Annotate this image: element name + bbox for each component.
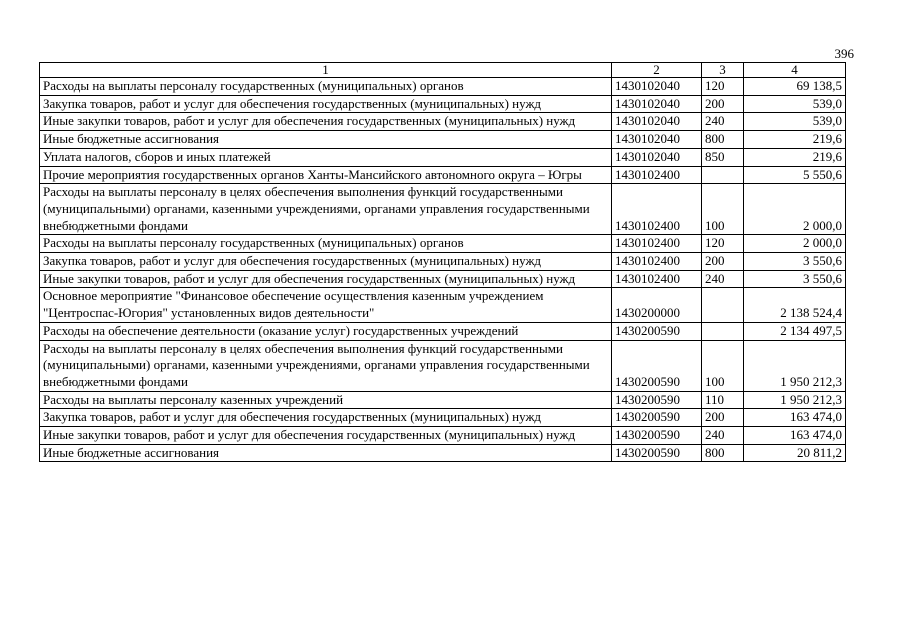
header-col-3: 3 <box>702 63 744 78</box>
row-code-cell: 1430200590 <box>612 391 702 409</box>
row-type-cell: 240 <box>702 427 744 445</box>
header-col-1: 1 <box>40 63 612 78</box>
row-code-cell: 1430200000 <box>612 288 702 322</box>
row-name-cell: Иные закупки товаров, работ и услуг для обеспечения государственных (муниципальных) нужд <box>40 427 612 445</box>
row-code-cell: 1430102040 <box>612 131 702 149</box>
row-code-cell: 1430200590 <box>612 427 702 445</box>
row-sum-cell: 163 474,0 <box>744 409 846 427</box>
table-row <box>40 184 846 235</box>
table-row <box>40 253 846 271</box>
table-row <box>40 235 846 253</box>
row-code-cell: 1430102040 <box>612 95 702 113</box>
header-col-2: 2 <box>612 63 702 78</box>
table-row <box>40 427 846 445</box>
row-name-cell: Уплата налогов, сборов и иных платежей <box>40 148 612 166</box>
row-sum-cell: 539,0 <box>744 113 846 131</box>
header-col-4: 4 <box>744 63 846 78</box>
table-row <box>40 409 846 427</box>
row-name-cell: Иные бюджетные ассигнования <box>40 444 612 462</box>
row-code-cell: 1430200590 <box>612 340 702 391</box>
row-type-cell: 850 <box>702 148 744 166</box>
row-sum-cell: 219,6 <box>744 148 846 166</box>
table-header-row <box>40 63 846 78</box>
row-name-cell: Иные закупки товаров, работ и услуг для обеспечения государственных (муниципальных) нужд <box>40 270 612 288</box>
row-code-cell: 1430102400 <box>612 184 702 235</box>
row-code-cell: 1430200590 <box>612 409 702 427</box>
row-sum-cell: 3 550,6 <box>744 253 846 271</box>
page-number: 396 <box>834 46 854 61</box>
row-code-cell: 1430102400 <box>612 235 702 253</box>
table-row <box>40 95 846 113</box>
row-code-cell: 1430102040 <box>612 148 702 166</box>
row-code-cell: 1430102400 <box>612 270 702 288</box>
table-row <box>40 391 846 409</box>
row-name-cell: Расходы на выплаты персоналу в целях обеспечения выполнения функций государственными (муниципальными) органами, казенными учреждениями, органами управления государственными внебюджетными фондами <box>40 184 612 235</box>
row-sum-cell: 539,0 <box>744 95 846 113</box>
table-row <box>40 340 846 391</box>
table-row <box>40 322 846 340</box>
row-type-cell: 200 <box>702 253 744 271</box>
row-sum-cell: 2 000,0 <box>744 184 846 235</box>
row-sum-cell: 5 550,6 <box>744 166 846 184</box>
row-sum-cell: 1 950 212,3 <box>744 340 846 391</box>
row-type-cell: 200 <box>702 409 744 427</box>
row-sum-cell: 2 138 524,4 <box>744 288 846 322</box>
row-name-cell: Прочие мероприятия государственных органов Ханты-Мансийского автономного округа – Югры <box>40 166 612 184</box>
row-code-cell: 1430200590 <box>612 322 702 340</box>
table-row <box>40 78 846 96</box>
row-type-cell: 120 <box>702 235 744 253</box>
row-type-cell: 240 <box>702 270 744 288</box>
row-sum-cell: 2 134 497,5 <box>744 322 846 340</box>
row-name-cell: Основное мероприятие "Финансовое обеспечение осуществления казенным учреждением "Центроспас-Югория" установленных видов деятельности" <box>40 288 612 322</box>
row-type-cell: 240 <box>702 113 744 131</box>
row-code-cell: 1430200590 <box>612 444 702 462</box>
row-type-cell: 120 <box>702 78 744 96</box>
row-type-cell: 200 <box>702 95 744 113</box>
table-row <box>40 148 846 166</box>
table-row <box>40 113 846 131</box>
row-name-cell: Закупка товаров, работ и услуг для обеспечения государственных (муниципальных) нужд <box>40 253 612 271</box>
row-code-cell: 1430102040 <box>612 78 702 96</box>
row-name-cell: Расходы на выплаты персоналу казенных учреждений <box>40 391 612 409</box>
table-body <box>40 78 846 462</box>
row-name-cell: Расходы на выплаты персоналу государственных (муниципальных) органов <box>40 235 612 253</box>
row-sum-cell: 20 811,2 <box>744 444 846 462</box>
row-type-cell <box>702 288 744 322</box>
row-code-cell: 1430102400 <box>612 253 702 271</box>
table-row <box>40 444 846 462</box>
table-row <box>40 131 846 149</box>
row-type-cell: 800 <box>702 444 744 462</box>
row-name-cell: Расходы на выплаты персоналу государственных (муниципальных) органов <box>40 78 612 96</box>
row-code-cell: 1430102040 <box>612 113 702 131</box>
row-type-cell: 800 <box>702 131 744 149</box>
row-name-cell: Расходы на обеспечение деятельности (оказание услуг) государственных учреждений <box>40 322 612 340</box>
row-sum-cell: 3 550,6 <box>744 270 846 288</box>
table-row <box>40 288 846 322</box>
row-type-cell: 110 <box>702 391 744 409</box>
row-type-cell: 100 <box>702 184 744 235</box>
table-row <box>40 166 846 184</box>
row-name-cell: Иные бюджетные ассигнования <box>40 131 612 149</box>
row-name-cell: Закупка товаров, работ и услуг для обеспечения государственных (муниципальных) нужд <box>40 95 612 113</box>
row-sum-cell: 2 000,0 <box>744 235 846 253</box>
row-sum-cell: 219,6 <box>744 131 846 149</box>
row-code-cell: 1430102400 <box>612 166 702 184</box>
row-sum-cell: 1 950 212,3 <box>744 391 846 409</box>
row-name-cell: Иные закупки товаров, работ и услуг для обеспечения государственных (муниципальных) нужд <box>40 113 612 131</box>
row-type-cell <box>702 166 744 184</box>
table-row <box>40 270 846 288</box>
row-sum-cell: 163 474,0 <box>744 427 846 445</box>
row-name-cell: Расходы на выплаты персоналу в целях обеспечения выполнения функций государственными (муниципальными) органами, казенными учреждениями, органами управления государственными внебюджетными фондами <box>40 340 612 391</box>
row-type-cell <box>702 322 744 340</box>
row-type-cell: 100 <box>702 340 744 391</box>
row-name-cell: Закупка товаров, работ и услуг для обеспечения государственных (муниципальных) нужд <box>40 409 612 427</box>
row-sum-cell: 69 138,5 <box>744 78 846 96</box>
budget-table <box>39 62 846 462</box>
